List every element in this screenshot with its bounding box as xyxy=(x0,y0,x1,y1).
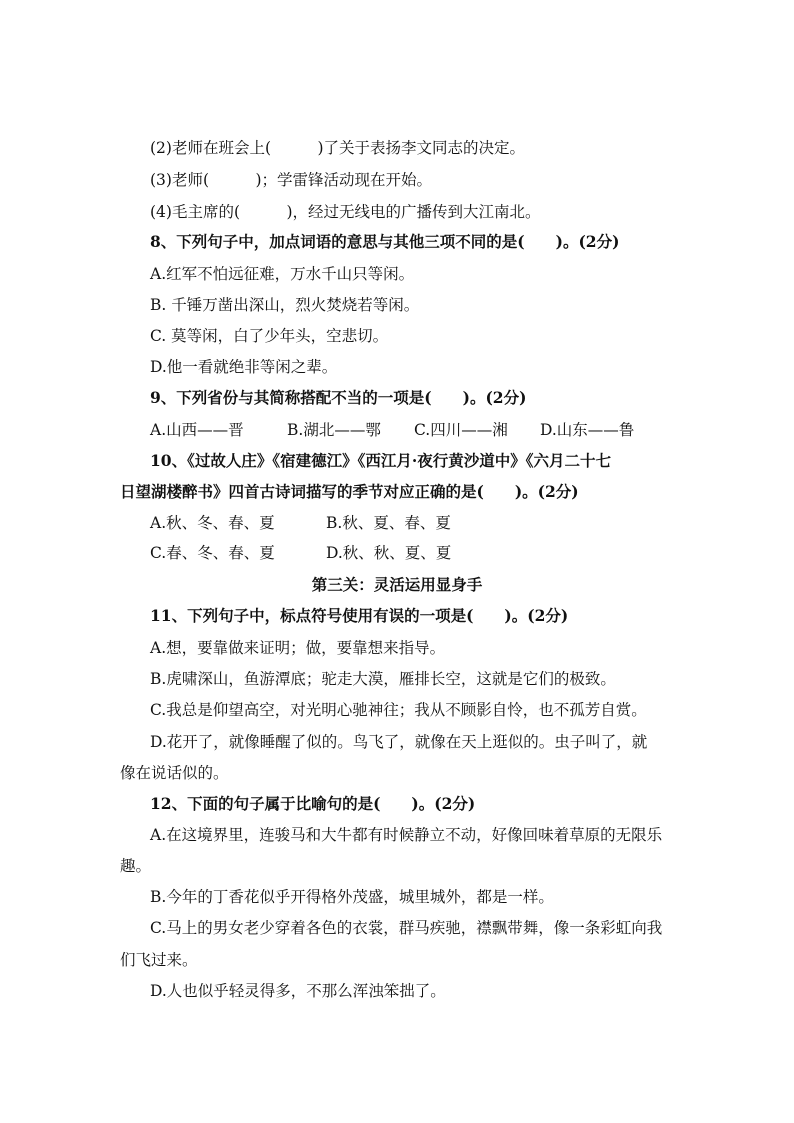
question-10-line-1: 10、《过故人庄》《宿建德江》《西江月·夜行黄沙道中》《六月二十七 xyxy=(150,451,611,470)
question-8-option-a: A.红军不怕远征难，万水千山只等闲。 xyxy=(150,265,415,283)
question-10-option-d: D.秋、秋、夏、夏 xyxy=(326,544,452,562)
fill-blank-line-3: (3)老师( )；学雷锋活动现在开始。 xyxy=(150,171,433,189)
question-10-line-2: 日望湖楼醉书》四首古诗词描写的季节对应正确的是( )。(2分) xyxy=(120,482,579,501)
section-3-heading: 第三关：灵活运用显身手 xyxy=(311,575,483,594)
question-11: 11、下列句子中，标点符号使用有误的一项是( )。(2分) xyxy=(150,606,569,625)
question-11-option-d-line-2: 像在说话似的。 xyxy=(120,764,229,782)
question-12: 12、下面的句子属于比喻句的是( )。(2分) xyxy=(150,794,476,813)
question-11-option-b: B.虎啸深山，鱼游潭底；驼走大漠，雁排长空，这就是它们的极致。 xyxy=(150,670,616,688)
question-9-option-a: A.山西——晋 xyxy=(150,421,244,439)
question-11-option-d-line-1: D.花开了，就像睡醒了似的。鸟飞了，就像在天上逛似的。虫子叫了，就 xyxy=(150,733,648,751)
question-12-option-c-line-2: 们飞过来。 xyxy=(120,951,198,969)
question-12-option-a-line-2: 趣。 xyxy=(120,857,152,875)
question-9: 9、下列省份与其简称搭配不当的一项是( )。(2分) xyxy=(150,388,527,407)
question-12-option-d: D.人也似乎轻灵得多，不那么浑浊笨拙了。 xyxy=(150,982,446,1000)
question-12-option-a-line-1: A.在这境界里，连骏马和大牛都有时候静立不动，好像回味着草原的无限乐 xyxy=(150,826,663,844)
question-11-option-c: C.我总是仰望高空，对光明心驰神往；我从不顾影自怜，也不孤芳自赏。 xyxy=(150,701,647,719)
question-9-option-c: C.四川——湘 xyxy=(414,421,508,439)
question-10-option-b: B.秋、夏、春、夏 xyxy=(326,514,451,532)
question-8-option-d: D.他一看就绝非等闲之辈。 xyxy=(150,358,338,376)
question-11-option-a: A.想，要靠做来证明；做，要靠想来指导。 xyxy=(150,639,446,657)
question-8: 8、下列句子中，加点词语的意思与其他三项不同的是( )。(2分) xyxy=(150,232,620,251)
fill-blank-line-4: (4)毛主席的( )，经过无线电的广播传到大江南北。 xyxy=(150,203,541,221)
question-12-option-b: B.今年的丁香花似乎开得格外茂盛，城里城外，都是一样。 xyxy=(150,888,554,906)
question-10-option-a: A.秋、冬、春、夏 xyxy=(150,514,275,532)
question-9-option-b: B.湖北——鄂 xyxy=(287,421,381,439)
fill-blank-line-2: (2)老师在班会上( )了关于表扬李文同志的决定。 xyxy=(150,139,526,157)
question-10-option-c: C.春、冬、春、夏 xyxy=(150,544,275,562)
question-8-option-c: C. 莫等闲，白了少年头，空悲切。 xyxy=(150,327,389,345)
question-8-option-b: B. 千锤万凿出深山，烈火焚烧若等闲。 xyxy=(150,296,420,314)
question-9-option-d: D.山东——鲁 xyxy=(540,421,635,439)
question-12-option-c-line-1: C.马上的男女老少穿着各色的衣裳，群马疾驰，襟飘带舞，像一条彩虹向我 xyxy=(150,919,663,937)
